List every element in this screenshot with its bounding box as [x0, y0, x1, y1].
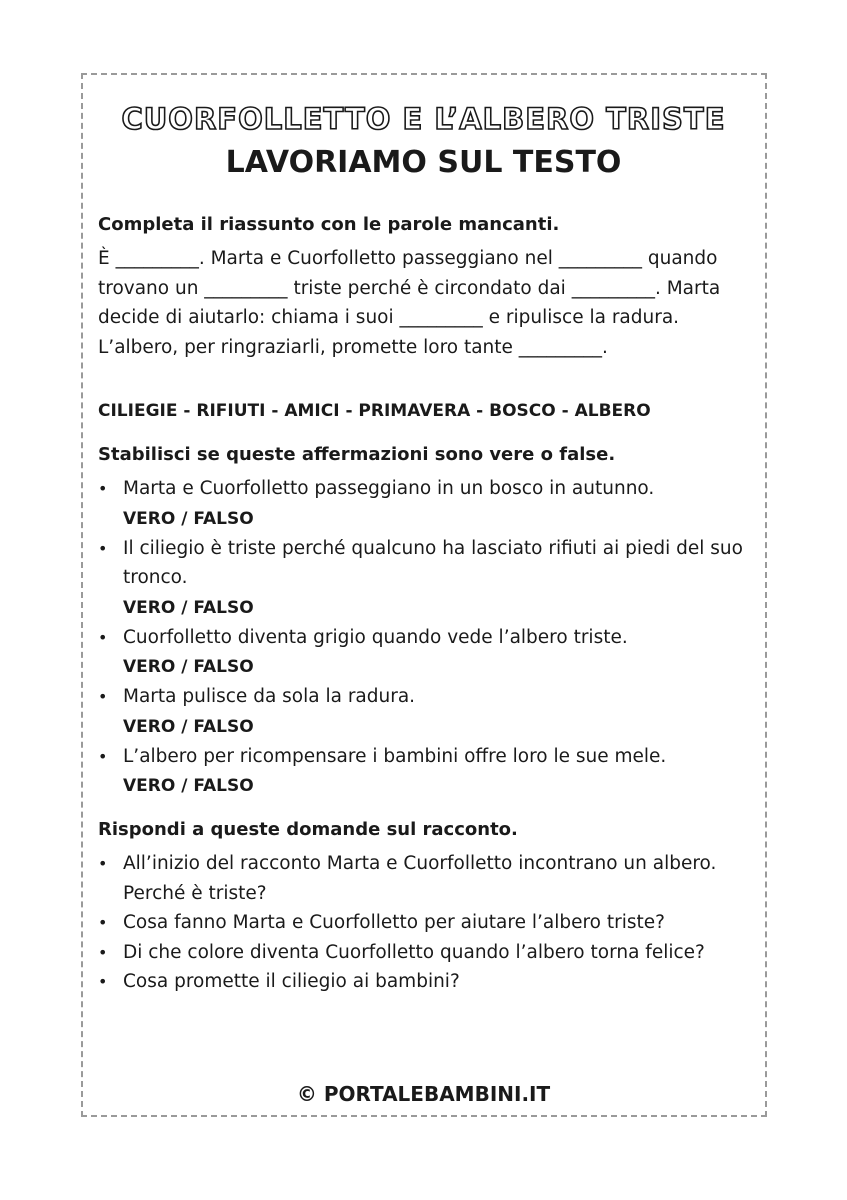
statement-item [98, 682, 758, 742]
statement-item [98, 474, 758, 534]
statement-item [98, 534, 758, 623]
statement-text: Cuorfolletto diventa grigio quando vede l’albero triste. [123, 626, 628, 648]
bullet-icon: • [98, 913, 108, 932]
question-text: All’inizio del racconto Marta e Cuorfolletto incontrano un albero. Perché è triste? [123, 853, 717, 904]
worksheet-content [98, 210, 758, 997]
question-item [98, 938, 758, 968]
question-text: Cosa fanno Marta e Cuorfolletto per aiutare l’albero triste? [123, 912, 665, 933]
statement-text: Il ciliegio è triste perché qualcuno ha lasciato rifiuti ai piedi del suo tronco. [123, 537, 743, 588]
worksheet-title: CUORFOLLETTO E L’ALBERO TRISTE [121, 102, 726, 136]
section-heading-questions: Rispondi a queste domande sul racconto. [98, 819, 518, 840]
worksheet-subtitle: LAVORIAMO SUL TESTO [225, 145, 622, 180]
bullet-icon: • [98, 627, 108, 647]
footer-copyright: © PORTALEBAMBINI.IT [296, 1082, 551, 1106]
true-false-answer[interactable]: VERO / FALSO [123, 776, 254, 796]
true-false-answer[interactable]: VERO / FALSO [123, 657, 254, 677]
bullet-icon: • [98, 854, 108, 873]
bullet-icon: • [98, 479, 108, 498]
bullet-icon: • [98, 972, 108, 991]
statement-text: Marta pulisce da sola la radura. [123, 686, 416, 707]
true-false-answer[interactable]: VERO / FALSO [123, 597, 254, 618]
statement-item [98, 623, 758, 683]
question-text: Cosa promette il ciliegio ai bambini? [123, 971, 460, 992]
bullet-icon: • [98, 746, 108, 766]
section-heading-true-false: Stabilisci se queste affermazioni sono vere o false. [98, 444, 616, 465]
questions-list [98, 849, 758, 997]
word-bank: CILIEGIE - RIFIUTI - AMICI - PRIMAVERA - BOSCO - ALBERO [98, 401, 651, 421]
question-item [98, 849, 758, 908]
bullet-icon: • [98, 538, 108, 558]
bullet-icon: • [98, 942, 108, 962]
question-text: Di che colore diventa Cuorfolletto quando l’albero torna felice? [123, 941, 705, 963]
bullet-icon: • [98, 687, 108, 706]
true-false-answer[interactable]: VERO / FALSO [123, 508, 254, 529]
true-false-list [98, 474, 758, 801]
question-item [98, 967, 758, 997]
question-item [98, 908, 758, 938]
section-heading-summary: Completa il riassunto con le parole mancanti. [98, 214, 560, 235]
true-false-answer[interactable]: VERO / FALSO [123, 716, 254, 737]
statement-text: Marta e Cuorfolletto passeggiano in un bosco in autunno. [123, 478, 655, 499]
statement-item [98, 742, 758, 802]
statement-text: L’albero per ricompensare i bambini offre loro le sue mele. [123, 745, 667, 767]
summary-text: È _________. Marta e Cuorfolletto passeggiano nel _________ quando trovano un _________ triste perché è circondato dai _________. Marta decide di aiutarlo: chiama i suoi _________ e ripulisce la radura. L’albero, per ringraziarli, promette loro tante _________. [98, 248, 721, 358]
